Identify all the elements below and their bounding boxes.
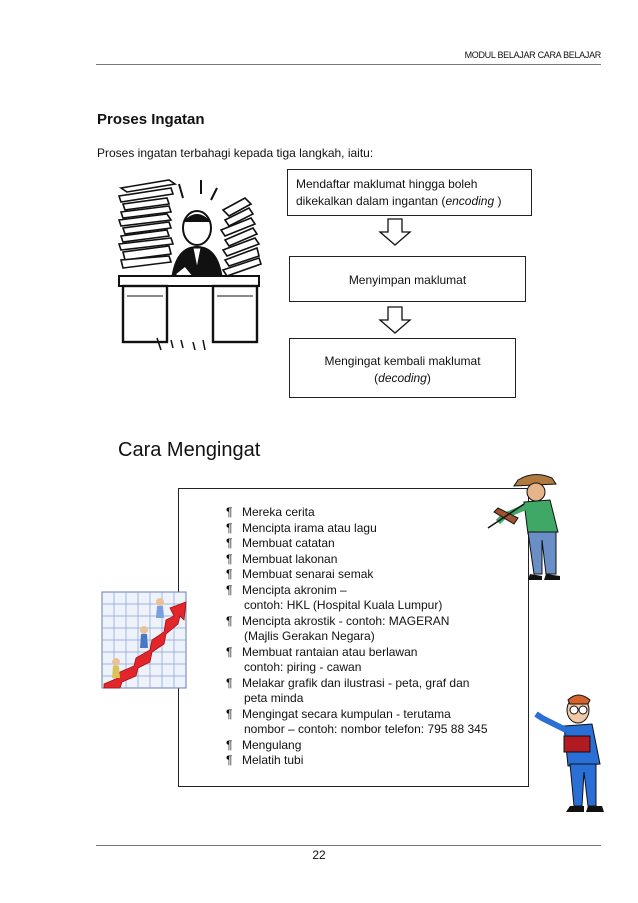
list-item-text: Membuat rantaian atau berlawan <box>242 644 418 659</box>
step-decoding-em: decoding <box>378 371 427 385</box>
bullet-icon: ¶ <box>226 551 233 566</box>
list-item-text: Membuat catatan <box>242 536 335 550</box>
list-item-subtext: nombor – contoh: nombor telefon: 795 88 345 <box>244 722 488 736</box>
list-item <box>226 505 526 521</box>
list-item <box>226 614 526 645</box>
bullet-icon: ¶ <box>226 753 233 767</box>
list-item-text: Mengulang <box>242 737 302 752</box>
step-encoding-text: Mendaftar maklumat hingga boleh dikekalkan dalam ingantan ( <box>296 177 478 208</box>
list-item-text: Mereka cerita <box>242 505 315 519</box>
bullet-icon: ¶ <box>226 567 233 581</box>
page-number: 22 <box>312 848 326 862</box>
list-item-text: Mencipta akrostik - contoh: MAGERAN <box>242 613 450 628</box>
bullet-icon: ¶ <box>226 737 233 752</box>
list-item <box>226 536 526 552</box>
bullet-icon: ¶ <box>226 505 233 519</box>
list-item-subtext: contoh: piring - cawan <box>244 660 362 674</box>
bullet-icon: ¶ <box>226 582 233 597</box>
step-encoding-em: encoding <box>445 194 495 208</box>
bullet-icon: ¶ <box>226 536 233 550</box>
list-item-text: Membuat lakonan <box>242 551 338 566</box>
list-item <box>226 521 526 537</box>
violin-player-clipart-image <box>484 470 574 582</box>
step-box-decoding: Mengingat kembali maklumat (decoding) <box>289 338 516 398</box>
bullet-icon: ¶ <box>226 644 233 659</box>
footer-rule <box>96 845 601 846</box>
chart-clipart-image <box>98 588 190 692</box>
reader-clipart-image <box>530 692 612 814</box>
list-item-subtext: (Majlis Gerakan Negara) <box>244 629 375 643</box>
running-header: MODUL BELAJAR CARA BELAJAR <box>464 50 601 60</box>
methods-list <box>226 505 526 769</box>
list-item <box>226 552 526 568</box>
list-item-text: Mencipta irama atau lagu <box>242 520 377 535</box>
list-item-text: Melakar grafik dan ilustrasi - peta, graf dan <box>242 675 470 690</box>
desk-clipart-image <box>113 170 265 352</box>
bullet-icon: ¶ <box>226 706 233 721</box>
list-item <box>226 738 526 754</box>
list-item-text: Melatih tubi <box>242 753 304 767</box>
step-box-encoding <box>287 169 532 216</box>
header-rule <box>96 64 601 65</box>
list-item <box>226 676 526 707</box>
list-item <box>226 583 526 614</box>
intro-text: Proses ingatan terbahagi kepada tiga langkah, iaitu: <box>97 146 374 160</box>
step-storage-text: Menyimpan maklumat <box>348 273 467 287</box>
list-item-text: Mengingat secara kumpulan - terutama <box>242 706 451 721</box>
step-box-storage <box>289 256 526 302</box>
step-encoding-tail: ) <box>494 194 502 208</box>
list-item <box>226 567 526 583</box>
list-item <box>226 753 526 769</box>
down-arrow-icon <box>378 306 412 334</box>
list-item-text: Membuat senarai semak <box>242 567 374 581</box>
list-item-text: Mencipta akronim – <box>242 582 347 597</box>
list-item <box>226 707 526 738</box>
down-arrow-icon <box>378 218 412 246</box>
bullet-icon: ¶ <box>226 520 233 535</box>
bullet-icon: ¶ <box>226 675 233 690</box>
section-heading-cara-mengingat: Cara Mengingat <box>118 439 261 461</box>
bullet-icon: ¶ <box>226 613 233 628</box>
section-heading-proses-ingatan: Proses Ingatan <box>97 111 205 128</box>
step-decoding-text: Mengingat kembali maklumat <box>324 354 481 368</box>
list-item-subtext: peta minda <box>244 691 304 705</box>
list-item-subtext: contoh: HKL (Hospital Kuala Lumpur) <box>244 598 443 612</box>
list-item <box>226 645 526 676</box>
